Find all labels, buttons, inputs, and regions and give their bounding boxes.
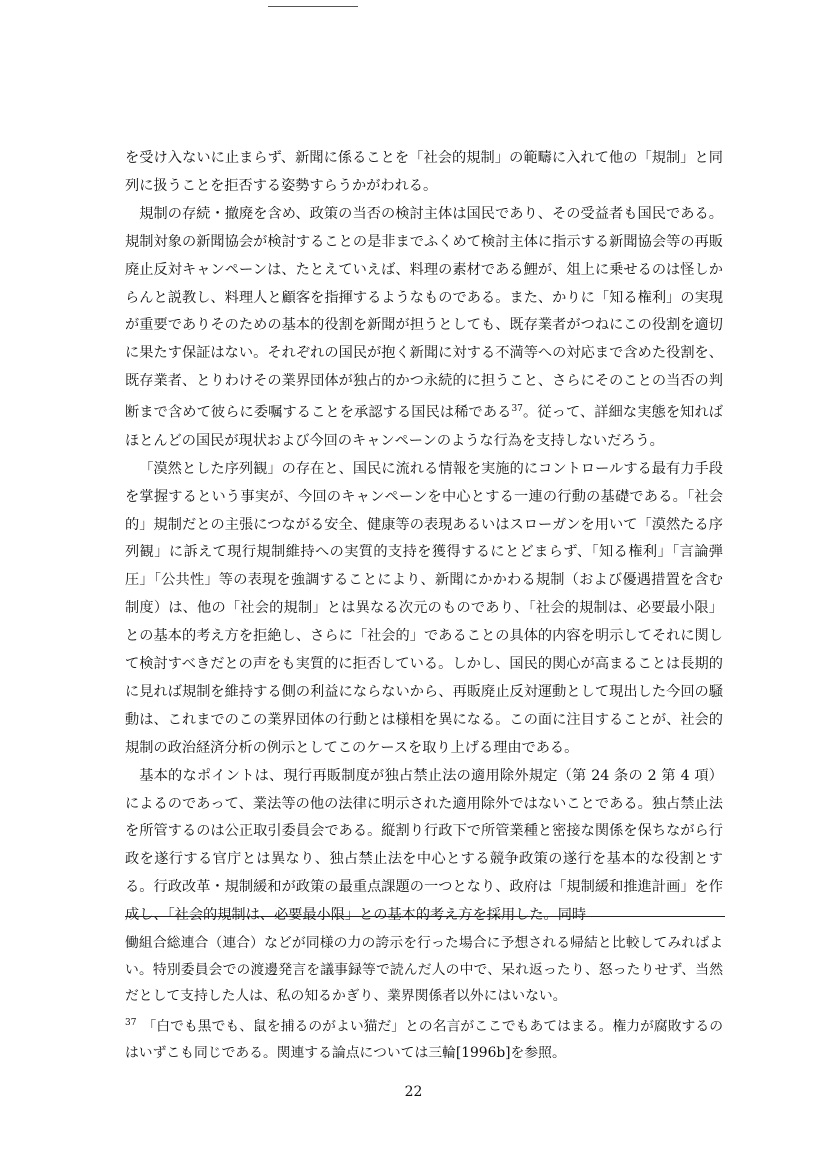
main-text	[125, 145, 723, 930]
paragraph-2-tail: 。従って、詳細な実態を知ればほとんどの国民が現状および今回のキャンペーンのような行為を支持しないだろう。	[125, 404, 723, 449]
paragraph-4-text: 基本的なポイントは、現行再販制度が独占禁止法の適用除外規定（第 24 条の 2 第 4 項）によるのであって、業法等の他の法律に明示された適用除外ではないことである。独占禁止法を所管するのは公正取引委員会である。縦割り行政下で所管業種と密接な関係を保ちながら行政を遂行する官庁とは異なり、独占禁止法を中心とする競争政策の遂行を基本的な役割とする。行政改革・規制緩和が政策の最重点課題の一つとなり、政府は「規制緩和推進計画」を作成し、「社会的規制は、必要最小限」との基本的考え方を採用した。同時	[125, 767, 723, 924]
paragraph-1	[125, 145, 723, 201]
paragraph-3	[125, 456, 723, 763]
paragraph-1-text: を受け入ないに止まらず、新聞に係ることを「社会的規制」の範疇に入れて他の「規制」と同列に扱うことを拒否する姿勢すらうかがわれる。	[125, 150, 723, 194]
footnote-37	[125, 1010, 723, 1067]
footnotes	[125, 930, 723, 1066]
paragraph-2-text: 規制の存続・撤廃を含め、政策の当否の検討主体は国民であり、その受益者も国民である。規制対象の新聞協会が検討することの是非までふくめて検討主体に指示する新聞協会等の再販廃止反対キャンペーンは、たとえていえば、料理の素材である鯉が、俎上に乗せるのは怪しからんと説教し、料理人と顧客を指揮するようなものである。また、かりに「知る権利」の実現が重要でありそのための基本的役割を新聞が担うとしても、既存業者がつねにこの役割を適切に果たす保証はない。それぞれの国民が抱く新聞に対する不満等への対応まで含めた役割を、既存業者、とりわけその業界団体が独占的かつ永続的に担うこと、さらにそのことの当否の判断まで含めて彼らに委嘱することを承認する国民は稀である	[125, 205, 723, 421]
paragraph-2	[125, 201, 723, 456]
page-number: 22	[404, 1084, 423, 1100]
footnote-divider	[125, 916, 725, 917]
top-rule	[268, 6, 358, 7]
footnote-37-text: 「白でも黒でも、鼠を捕るのがよい猫だ」との名言がここでもあてはまる。権力が腐敗するのはいずこも同じである。関連する論点については三輪[1996b]を参照。	[125, 1018, 723, 1061]
paragraph-3-text: 「漠然とした序列観」の存在と、国民に流れる情報を実施的にコントロールする最有力手段を掌握するという事実が、今回のキャンペーンを中心とする一連の行動の基礎である。「社会的」規制だとの主張につながる安全、健康等の表現あるいはスローガンを用いて「漠然たる序列観」に訴えて現行規制維持への実質的支持を獲得するにとどまらず、「知る権利」「言論弾圧」「公共性」等の表現を強調することにより、新聞にかかわる規制（および優遇措置を含む制度）は、他の「社会的規制」とは異なる次元のものであり、「社会的規制は、必要最小限」との基本的考え方を拒絶し、さらに「社会的」であることの具体的内容を明示してそれに関して検討すべきだとの声をも実質的に拒否している。しかし、国民的関心が高まることは長期的に見れば規制を維持する側の利益にならないから、再販廃止反対運動として現出した今回の騒動は、これまでのこの業界団体の行動とは様相を異になる。この面に注目することが、社会的規制の政治経済分析の例示としてこのケースを取り上げる理由である。	[125, 460, 723, 756]
footnote-continued	[125, 930, 723, 1010]
footnote-ref-37[interactable]: 37	[511, 404, 523, 415]
footnote-37-mark: 37	[125, 1017, 137, 1028]
paragraph-4	[125, 763, 723, 930]
footnote-continued-text: 働組合総連合（連合）などが同様の力の誇示を行った場合に予想される帰結と比較してみればよい。特別委員会での渡邊発言を議事録等で読んだ人の中で、呆れ返ったり、怒ったりせず、当然だとして支持した人は、私の知るかぎり、業界関係者以外にはいない。	[125, 935, 723, 1004]
